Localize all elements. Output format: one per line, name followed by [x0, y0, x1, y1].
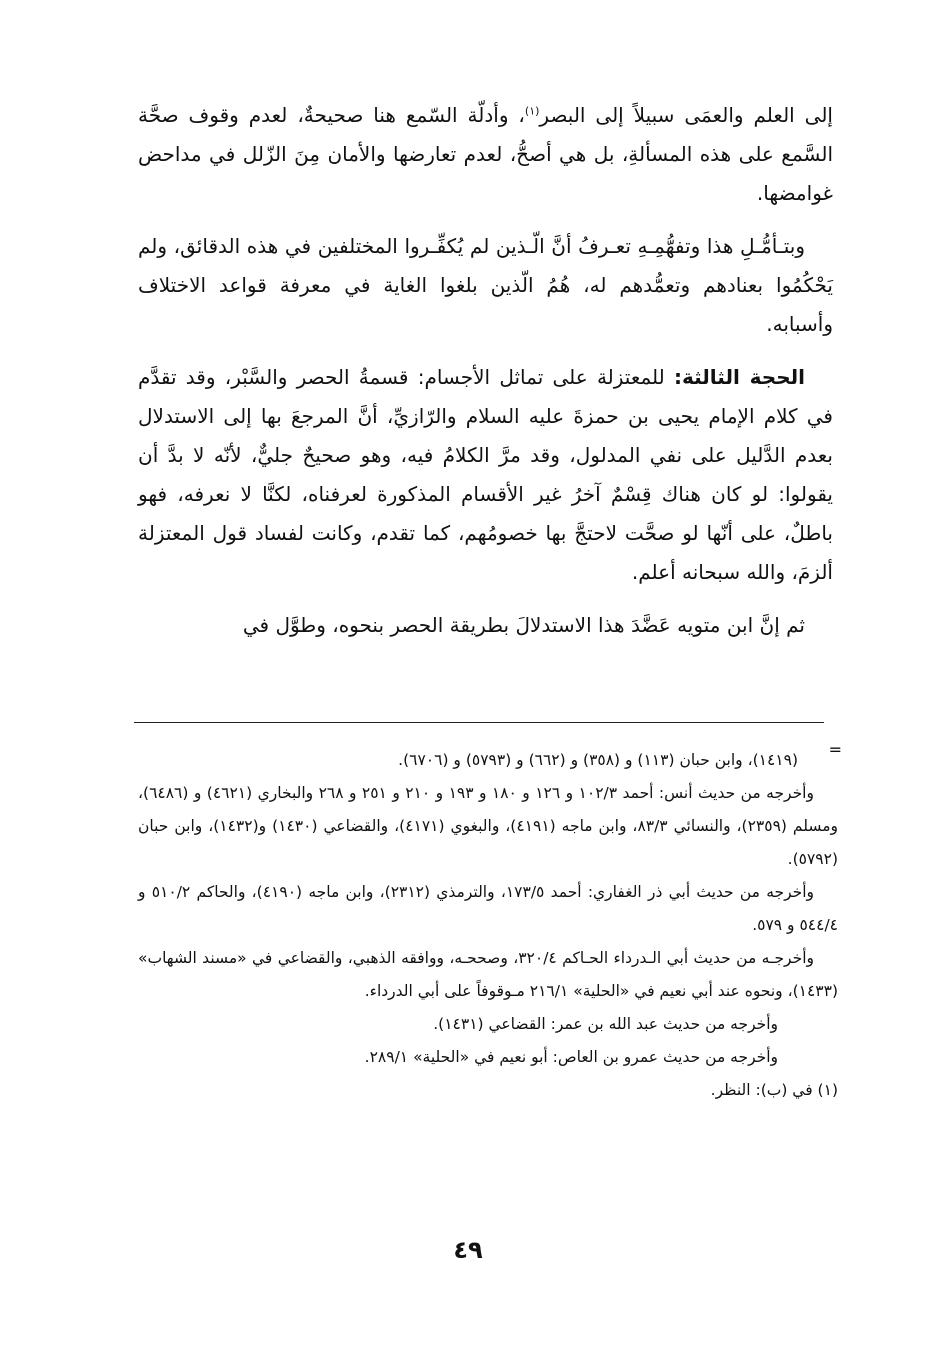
footnote-line: (١٤١٩)، وابن حبان (١١٣) و (٣٥٨) و (٦٦٢) و (٥٧٩٣) و (٦٧٠٦).	[398, 751, 798, 769]
paragraph-3-text: للمعتزلة على تماثل الأجسام: قسمةُ الحصر والسَّبْر، وقد تقدَّم في كلام الإمام يحيى بن حمزةَ عليه السلام والرّازيِّ، أنَّ المرجعَ بها إلى الاستدلال بعدم الدَّليل على نفي المدلول، وقد مرَّ الكلامُ فيه، وهو صحيحٌ جليٌّ، لأنّه لا بدَّ أن يقولوا: لو كان هناك قِسْمٌ آخرُ غير الأقسام المذكورة لعرفناه، لكنَّا لا نعرفه، فهو باطلٌ، على أنّها لو صحَّت لاحتجَّ بها خصومُهم، كما تقدم، وكانت لفساد قول المعتزلة ألزمَ، والله سبحانه أعلم.	[138, 365, 833, 584]
footnote-ref-1: (١)	[524, 104, 540, 118]
paragraph-3	[138, 358, 833, 592]
page-number: ٤٩	[453, 1236, 483, 1264]
paragraph-1	[138, 96, 833, 213]
footnote-continuation-marker: =	[828, 740, 842, 759]
paragraph-2	[138, 227, 833, 344]
footnote-line: وأخرجه من حديث أنس: أحمد ١٠٢/٣ و ١٢٦ و ١٨٠ و ١٩٣ و ٢١٠ و ٢٥١ و ٢٦٨ والبخاري (٤٦٢١) و (٦٤٨٦)، ومسلم (٢٣٥٩)، والنسائي ٨٣/٣، وابن ماجه (٤١٩١)، والبغوي (٤١٧١)، والقضاعي (١٤٣٠) و(١٤٣٢)، وابن حبان (٥٧٩٢).	[138, 784, 838, 868]
paragraph-1-text: إلى العلم والعمَى سبيلاً إلى البصر$^{(١)}$، وأدلّة السّمع هنا صحيحةٌ، لعدم وقوف صحَّة السَّمع على هذه المسألةِ، بل هي أصحُّ، لعدم تعارضها والأمان مِنَ الزّلل في مداحض غوامضها.	[138, 103, 833, 205]
footnote-separator	[134, 722, 824, 723]
paragraph-4-text: ثم إنَّ ابن متويه عَضَّدَ هذا الاستدلالَ بطريقة الحصر بنحوه، وطوَّل في	[242, 613, 805, 637]
footnote-line: وأخرجه من حديث أبي ذر الغفاري: أحمد ١٧٣/٥، والترمذي (٢٣١٢)، وابن ماجه (٤١٩٠)، والحاكم ٥١٠/٢ و ٥٤٤/٤ و ٥٧٩.	[138, 883, 838, 934]
paragraph-2-text: وبتـأمُّـلِ هذا وتفهُّمِـهِ تعـرفُ أنَّ الّـذين لم يُكفِّـروا المختلفين في هذه الدقائق، ولم يَحْكُمُوا بعنادهم وتعمُّدهم له، هُمُ الّذين بلغوا الغاية في معرفة قواعد الاختلاف وأسبابه.	[138, 234, 833, 336]
footnote-1: (١) في (ب): النظر.	[710, 1081, 838, 1099]
section-heading: الحجة الثالثة:	[674, 365, 805, 389]
paragraph-4	[138, 606, 833, 645]
footnote-line: وأخرجه من حديث عبد الله بن عمر: القضاعي (١٤٣١).	[433, 1015, 778, 1033]
footnotes	[138, 744, 838, 1107]
footnote-line: وأخرجه من حديث عمرو بن العاص: أبو نعيم في «الحلية» ٢٨٩/١.	[364, 1048, 778, 1066]
main-text	[138, 96, 833, 645]
footnote-line: وأخرجـه من حديث أبي الـدرداء الحـاكم ٣٢٠/٤، وصححـه، ووافقه الذهبي، والقضاعي في «مسند الشهاب» (١٤٣٣)، ونحوه عند أبي نعيم في «الحلية» ٢١٦/١ مـوقوفاً على أبي الدرداء.	[138, 949, 838, 1000]
